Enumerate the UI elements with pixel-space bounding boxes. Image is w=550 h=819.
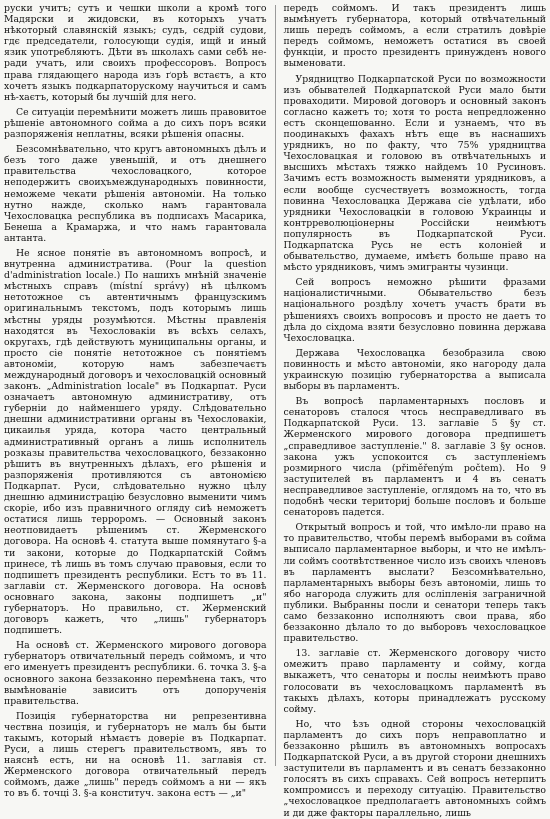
paragraph: Безсомнѣвательно, что кругъ автономныхъ дѣлъ и безъ того даже увеньшій, и отъ днешнего правительства чехословацкого, которое неподержитъ своиҳъмеждународныхъ повинности, неможеме чекати рѣшенія автономіи. На только нутно нажде, сколько намъ гарантовала Чехословацка республика въ подписахъ Масарика, Бенеша а Крамаржа, и что намъ гарантовала антанта.	[4, 144, 267, 244]
paragraph: Не ясное понятіе въ автономномъ вопросѣ, и внутренна административа. (Pour la question d'administration locale.) По нашихъ мнѣній значеніе мѣстныхъ справъ (místní správy) нѣ цѣлкомъ нетотожное съ автентичнымъ французскимъ оригинальнымъ текстомъ, подъ которымъ лишь мѣстны уряды розумѣются. Мѣстны правленія находятся въ Чехословакіи въ всѣхъ селахъ, округахъ, гдѣ действуютъ муниципальны органы, и просто сіе понятіе нетотожное съ понятіемъ автономіи, которую намъ забезпечаєтъ международный договоръ и чехословацкій основный законъ. „Administration locale" въ Подкарпат. Руси означаетъ автономную административу, отъ губерніи до найменшего уряду. Слѣдовательно днешни административни органы въ Чехословакіи, цикаилья уряда, котора часто центральный административный органъ а лишь исполнитель розказы правительства чехословацкого, беззаконно рѣшитъ въ внутренныхъ дѣлахъ, его рѣшенія и разпоряженія противляются съ автономією Подкарпат. Руси, слѣдовательно нужно цѣлу днешню администрацію безусловно выменити чимъ скоріе, ибо изъ правничного огляду сиѣ неможетъ остатися лишь терроромъ. — Основный законъ неотповидаетъ рѣшенимъ ст. Жерменского договора. На основѣ 4. статута выше помянутаго §-а ти закони, которые до Подкарпатскій Соймъ принесе, тѣ лишь въ томъ случаю правовыя, если то подпишетъ президентъ республики. Естъ то въ 11. заглавіи ст. Жерменского договора. На основѣ основнаго закона, законы подпишетъ „и" губернаторъ. Но правильно, ст. Жерменский договоръ кажетъ, что „лишь" губернаторъ подпишетъ.	[4, 247, 267, 637]
paragraph: руски учитъ; сутъ и чешки школи а кромѣ того Мадярски и жидовски, въ которыхъ учатъ нѣкоторый славянскій языкъ; судъ, сєдрій судови, гдє председатели, голосующи судія, ищй и иный язик употребляютъ. Дѣти въ школахъ сами себѣ не-ради учатъ, или своихъ профессоровъ. Вопросъ права глядающего народа изъ ґорѣ встаєтъ, а кто хочетъ языкъ подкарпаторускому научиться и самъ нѣ-хаєтъ, который бы лучшій для него.	[4, 3, 267, 103]
paragraph: Но, что ѣзъ одной стороны чехословацкій парламентъ до сихъ поръ неправоплатно и беззаконно рѣшилъ въ автономныхъ вопросахъ Подкарпатской Руси, а въ другой сторони днешнихъ заступители въ парламентъ и въ сенатъ беззаконно голосятъ въ сихъ справахъ. Сей вопросъ нетерпитъ компромиссъ и переходу ситуацію. Правительство „чехословацкое предполагаетъ автономныхъ соймъ и ди дже факторы параллельно, лишь	[283, 718, 547, 819]
paragraph: Держава Чехословацка безобразила свою повинность и мѣсто автономіи, яко нагороду дала украинскую позицію губернаторства а выписала выборы въ парламентъ.	[283, 347, 547, 393]
paragraph: Урядництво Подкарпатской Руси по возможности изъ обывателей Подкарпатской Руси мало быти проваходити. Мировой договоръ и основный законъ согласно кажетъ то; хотя то роста непредложенно естъ сконцешованно. Если и узнаемъ, что въ поодинакыхъ фахахъ нѣтъ еще въ наснашихъ урядникъ, но по факту, что 75% урядництва Чехословацкая и головою въ отвѣчательныхъ и высшихъ мѣстахъ тяжко найдемъ 10 Русиновъ. Зачимъ естъ возможность выменяти урядниковъ, а если вообще сусчествуетъ возможность, тогда повинна Чехословацка Держава сіе удѣлати, ибо урядники Чехословацкіи в головою Украинцы и контрреволюціонерны Россійски неимѣютъ популярность въ Подкарпатской Руси. Подкарпатска Русь не естъ колоніей и обывательство, думаеме, имѣєтъ больше право на мѣсто урядниковъ, чимъ эмигранты чузинци.	[283, 73, 547, 274]
paragraph: Открытый вопросъ и той, что имѣло-ли право на то правительство, чтобы перемѣ выборами въ сойма выписало парламентарное выборы, и что не имѣлъ-ли соймъ соотвѣтственное число изъ своихъ членовъ въ парламентъ выслати? Безсомнѣвательно, парламентарныхъ выборы безъ автономіи, лишь то ябо нагорода служить для осліпленія заграничной публики. Выбранны посли и сенатори теперь такъ само беззаконно исполняютъ свои права, ябо беззаконно дѣлало то до выборовъ чехословацкое правительство.	[283, 522, 547, 645]
paragraph: Се ситуаціи перемѣнити можетъ лишь правовитое рѣшеніе автономного сойма а до сихъ поръ всяки разпоряженія неплатны, всяки рѣшенія опасны.	[4, 106, 267, 141]
left-column	[4, 3, 267, 800]
paragraph: Позиція губернаторства ни репрезентивна чествна позиція, и губернаторъ не малъ бы быти такымъ, который нѣмаєтъ доверіе въ Подкарпат. Руси, а лишь стерегъ правительствомъ, явъ то наяснѣ естъ, ни на основѣ 11. заглавія ст. Жерменского договора отвичательный передъ соймомъ, даже „лишь" передъ соймомъ а ни — якъ то въ б. точці 3. §-а конституч. закона естъ — „и"	[4, 710, 267, 800]
right-column	[283, 3, 547, 819]
paragraph: 13. заглавіе ст. Жерменского договору чисто омежитъ право парламенту и сойму, когда выкажетъ, что сенаторы и послы неимѣютъ право голосовати въ чехословацкомъ парламентѣ въ такыхъ дѣлахъ, которы принадлежатъ русскому сойму.	[283, 648, 547, 715]
paragraph: На основѣ ст. Жерменского мирового договора губернаторъ отвичательный передъ соймомъ, и что его именуетъ президентъ республики. 6. точка 3. §-а основного закона беззаконно перемѣнена такъ, что вымѣнованіе зависитъ отъ допорученія правительства.	[4, 640, 267, 707]
column-divider	[275, 5, 276, 766]
paragraph: Сей вопросъ неможно рѣшити фразами націоналистичными. Обывательство безъ національного роздѣлу хочетъ участъ брати въ рѣшенияхъ своихъ вопросовъ и просто не даетъ то дѣла до сіхдома взяти безусловно повинна держава Чехословацка.	[283, 277, 547, 344]
paragraph: Въ вопросѣ парламентарныхъ пословъ и сенаторовъ сталося чтось несправедливаго въ Подкарпатской Руси. 13. заглавіе 5 §у ст. Жерменского мирового договора предпишетъ „справедливое заступленіе." 8. заглавіе 3 §у основ. закона ужъ успокоится съ заступленіемъ розмирного числа (přiměřeným počtem). Но 9 заступителей въ парламентъ и 4 въ сенатъ несправедливое заступленіе, оглядомъ на то, что въ подобнѣ чески териториј больше пословъ и больше сенаторовъ падется.	[283, 396, 547, 519]
paragraph: передъ соймомъ. И такъ президентъ лишь вымѣнуетъ губернатора, который отвѣчательный лишь передъ соймомъ, а если стратилъ довѣріе передъ соймомъ, неможетъ остатися въ своей функціи, и просто президентъ принужденъ нового выменовати.	[283, 3, 547, 70]
